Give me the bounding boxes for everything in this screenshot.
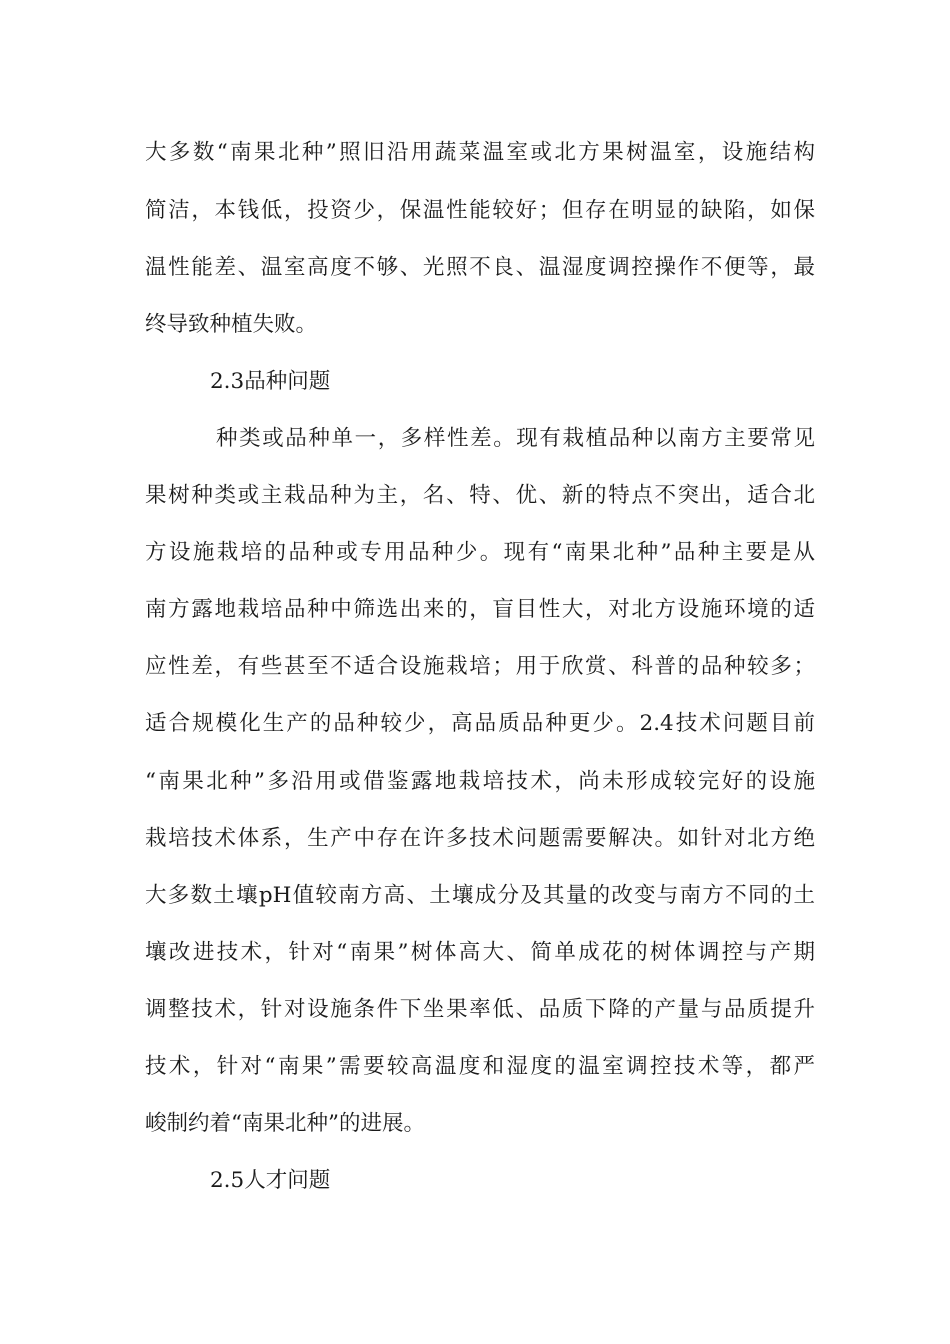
paragraph-2-line-2: 果树种类或主栽品种为主，名、特、优、新的特点不突出，适合北 <box>145 483 815 508</box>
paragraph-2-line-9: 大多数土壤pH值较南方高、土壤成分及其量的改变与南方不同的土 <box>145 883 815 908</box>
paragraph-2-line-13: 峻制约着“南果北种”的进展。 <box>145 1111 425 1136</box>
section-heading-2-3: 2.3品种问题 <box>210 369 331 394</box>
paragraph-1-line-1: 大多数“南果北种”照旧沿用蔬菜温室或北方果树温室，设施结构 <box>145 140 815 165</box>
paragraph-1-line-2: 简洁，本钱低，投资少，保温性能较好；但存在明显的缺陷，如保 <box>145 198 815 223</box>
paragraph-2-line-10: 壤改进技术，针对“南果”树体高大、简单成花的树体调控与产期 <box>145 940 815 965</box>
paragraph-2-line-4: 南方露地栽培品种中筛选出来的，盲目性大，对北方设施环境的适 <box>145 597 815 622</box>
paragraph-1-line-4: 终导致种植失败。 <box>145 312 318 337</box>
paragraph-2-line-12: 技术，针对“南果”需要较高温度和湿度的温室调控技术等，都严 <box>145 1054 815 1079</box>
paragraph-2-line-5: 应性差，有些甚至不适合设施栽培；用于欣赏、科普的品种较多； <box>145 654 815 679</box>
paragraph-2-line-1: 种类或品种单一，多样性差。现有栽植品种以南方主要常见 <box>216 426 815 451</box>
paragraph-2-line-6: 适合规模化生产的品种较少，高品质品种更少。2.4技术问题目前 <box>145 711 815 736</box>
paragraph-2-line-8: 栽培技术体系，生产中存在许多技术问题需要解决。如针对北方绝 <box>145 826 815 851</box>
section-heading-2-5: 2.5人才问题 <box>210 1168 331 1193</box>
paragraph-2-line-3: 方设施栽培的品种或专用品种少。现有“南果北种”品种主要是从 <box>145 540 815 565</box>
paragraph-2-line-11: 调整技术，针对设施条件下坐果率低、品质下降的产量与品质提升 <box>145 997 815 1022</box>
paragraph-2-line-7: “南果北种”多沿用或借鉴露地栽培技术，尚未形成较完好的设施 <box>145 769 815 794</box>
paragraph-1-line-3: 温性能差、温室高度不够、光照不良、温湿度调控操作不便等，最 <box>145 255 815 280</box>
